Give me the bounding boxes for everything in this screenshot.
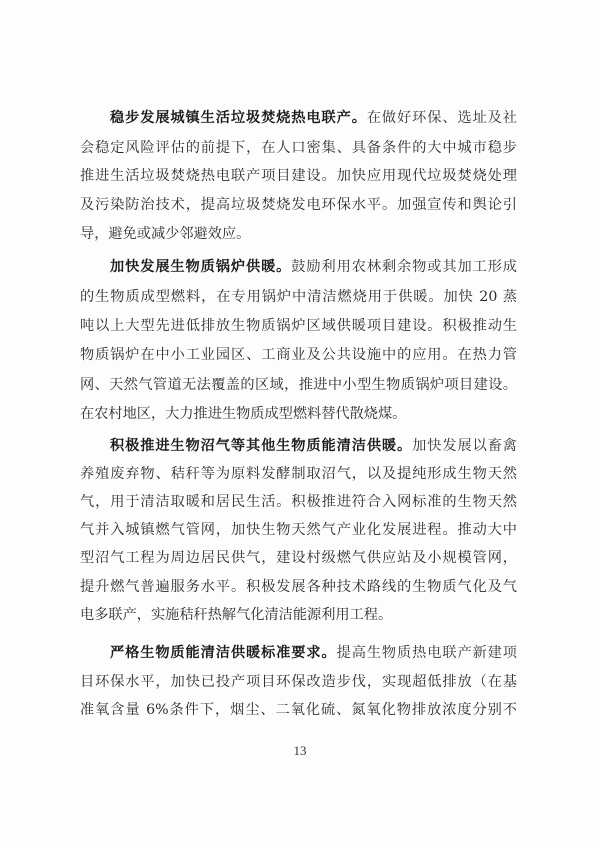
text-line: 及污染防治技术，提高垃圾焚烧发电环保水平。加强宣传和舆论引	[80, 197, 517, 213]
text-line: 严格生物质能清洁供暖标准要求。提高生物质热电联产新建项	[110, 645, 517, 661]
paragraph-lead: 加快发展生物质锅炉供暖。	[110, 259, 292, 275]
page-number: 13	[293, 743, 307, 758]
text-line: 气并入城镇燃气管网，加快生物天然气产业化发展进程。推动大中	[80, 522, 517, 538]
text-line: 推进生活垃圾焚烧热电联产项目建设。加快应用现代垃圾焚烧处理	[80, 168, 517, 184]
text-line: 气，用于清洁取暖和居民生活。积极推进符合入网标准的生物天然	[80, 494, 517, 510]
text-line: 导，避免或减少邻避效应。	[80, 226, 251, 242]
text-line: 物质锅炉在中小工业园区、工商业及公共设施中的应用。在热力管	[80, 347, 517, 363]
text-line: 目环保水平，加快已投产项目环保改造步伐，实现超低排放（在基	[80, 674, 517, 690]
paragraph-lead: 严格生物质能清洁供暖标准要求。	[110, 645, 337, 661]
text-line: 养殖废弃物、秸秆等为原料发酵制取沼气，以及提纯形成生物天然	[80, 466, 517, 482]
paragraph-lead: 稳步发展城镇生活垃圾焚烧热电联产。	[110, 110, 367, 126]
text-line: 电多联产，实施秸秆热解气化清洁能源利用工程。	[80, 607, 393, 623]
text-line: 准氧含量 6%条件下，烟尘、二氧化硫、氮氧化物排放浓度分别不	[80, 702, 517, 718]
text-line: 型沼气工程为周边居民供气，建设村级燃气供应站及小规模管网，	[80, 550, 517, 566]
text-line: 加快发展生物质锅炉供暖。鼓励利用农林剩余物或其加工形成	[110, 259, 517, 275]
text-line: 稳步发展城镇生活垃圾焚烧热电联产。在做好环保、选址及社	[110, 110, 517, 126]
text-line: 会稳定风险评估的前提下，在人口密集、具备条件的大中城市稳步	[80, 140, 517, 156]
text-line: 吨以上大型先进低排放生物质锅炉区域供暖项目建设。积极推动生	[80, 318, 517, 334]
text-line: 网、天然气管道无法覆盖的区域，推进中小型生物质锅炉项目建设。	[80, 377, 517, 393]
text-line: 的生物质成型燃料，在专用锅炉中清洁燃烧用于供暖。加快 20 蒸	[80, 289, 517, 305]
text-line: 提升燃气普遍服务水平。积极发展各种技术路线的生物质气化及气	[80, 579, 517, 595]
text-line: 积极推进生物沼气等其他生物质能清洁供暖。加快发展以畜禽	[110, 438, 517, 454]
text-line: 在农村地区，大力推进生物质成型燃料替代散烧煤。	[80, 406, 407, 422]
paragraph-lead: 积极推进生物沼气等其他生物质能清洁供暖。	[110, 438, 413, 454]
